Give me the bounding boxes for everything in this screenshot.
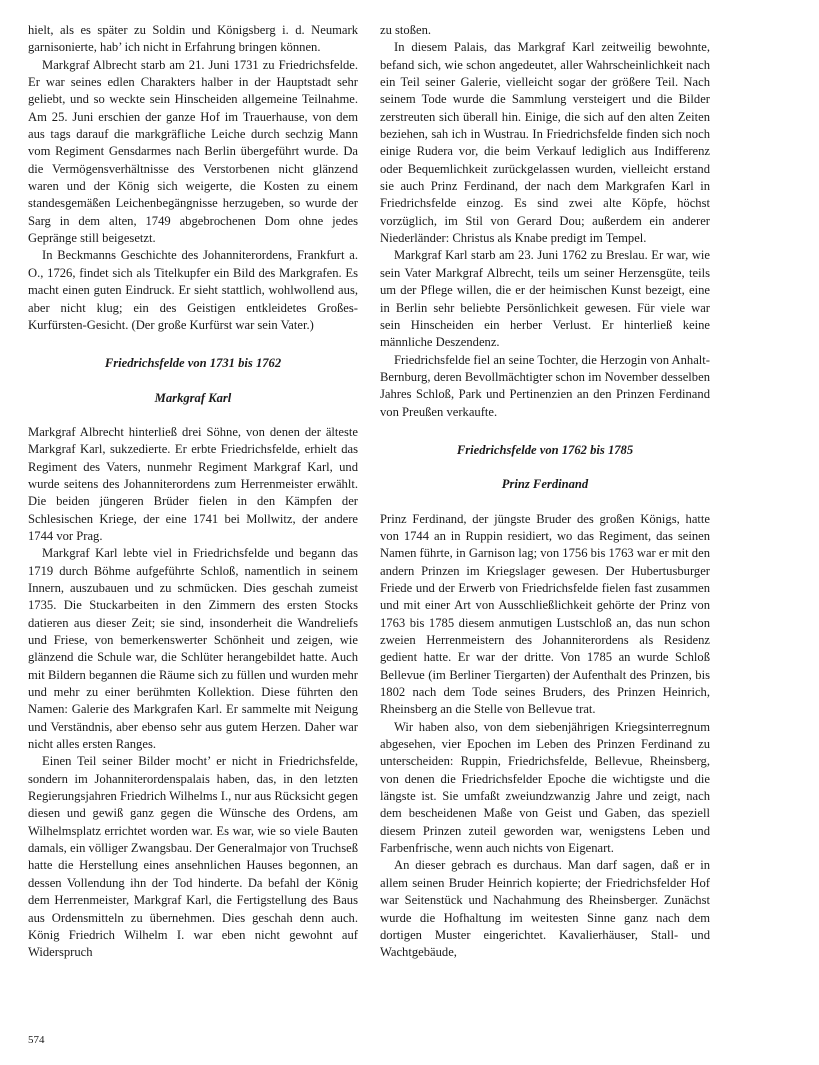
subsection-heading: Markgraf Karl [154, 390, 232, 405]
paragraph: An dieser gebrach es durchaus. Man darf sagen, daß er in allem seinen Bruder Heinrich kopierte; der Friedrichsfelder Hof war Seitenstück und Nachahmung des Rheinsberger. Zunächst wurde die Hofhaltung im weitesten Sinne ganz nach dem dortigen Muster eingerichtet. Kavalierhäuser, Stall- und Wachtgebäude, [380, 858, 710, 960]
paragraph: In Beckmanns Geschichte des Johanniterordens, Frankfurt a. O., 1726, findet sich als Titelkupfer ein Bild des Markgrafen. Es macht einen guten Eindruck. Er sieht stattlich, wohlwollend aus, aber nicht klug; ein des Geistigen entkleidetes Großes-Kurfürsten-Gesicht. (Der große Kurfürst war sein Vater.) [28, 248, 358, 332]
paragraph: Prinz Ferdinand, der jüngste Bruder des großen Königs, hatte von 1744 an in Ruppin residiert, wo das Regiment, das seinen Namen führte, in Garnison lag; von 1756 bis 1763 war er mit den andern Prinzen im Kriegslager gewesen. Der Hubertusburger Friede und der Erwerb von Friedrichsfelde fielen fast zusammen und mit einer Art von Ausschließlichkeit gehörte der Prinz von 1763 bis 1785 diesem anmutigen Lustschloß an, das nun schon zweien Herrenmeistern des Johanniterordens als Residenz gedient hatte. Er war der dritte. Von 1785 an wurde Schloß Bellevue (im Berliner Tiergarten) der Aufenthalt des Prinzen, bis 1802 nach dem Tode seines Bruders, des Prinzen Heinrich, Rheinsberg an die Stelle von Bellevue trat. [380, 511, 710, 717]
paragraph: Markgraf Albrecht starb am 21. Juni 1731 zu Friedrichsfelde. Er war seines edlen Charakters halber in der Hauptstadt sehr geliebt, und so weckte sein Hinscheiden allgemeine Teilnahme. Am 25. Juni erschien der ganze Hof im Trauerhause, von dem aus tags darauf die markgräfliche Leiche durch sechzig Mann vom Regiment Gensdarmes nach Berlin übergeführt wurde. Da die Vermögensverhältnisse des Verstorbenen nicht glänzend waren und der König sich weigerte, die Kosten zu einem standesgemäßen Leichenbegängnisse herzugeben, so wurde der Sarg in dem alten, 1749 abgebrochenen Dom ohne jedes Gepränge still beigesetzt. [28, 57, 358, 246]
section-heading: Friedrichsfelde von 1731 bis 1762 [104, 356, 282, 371]
page-number: 574 [28, 1034, 45, 1046]
subsection-heading: Prinz Ferdinand [501, 477, 589, 492]
paragraph: Markgraf Karl lebte viel in Friedrichsfelde und begann das 1719 durch Böhme aufgeführte Schloß, namentlich in seinem Innern, auszubauen und zu schmücken. Dies geschah zumeist 1735. Die Stuckarbeiten in den Zimmern des ersten Stocks datieren aus dieser Zeit; sie sind, insonderheit die Wandreliefs und Friese, von bemerkenswerter Schönheit und zeigen, wie glänzend die Schule war, die Schlüter herangebildet hatte. Auch mit Bildern begannen die Räume sich zu füllen und wurden mehr und mehr zu einer berühmten Kollektion. Diese führten den Namen: Galerie des Markgrafen Karl. Er sammelte mit Neigung und Verständnis, aber ebenso sehr aus gutem Herzen. Daher war nicht alles ersten Ranges. [28, 546, 358, 752]
right-column [380, 22, 710, 962]
paragraph: hielt, als es später zu Soldin und Königsberg i. d. Neumark garnisonierte, hab’ ich nicht in Erfahrung bringen können. [28, 23, 358, 55]
section-heading: Friedrichsfelde von 1762 bis 1785 [456, 442, 634, 457]
left-column [28, 22, 358, 962]
paragraph: In diesem Palais, das Markgraf Karl zeitweilig bewohnte, befand sich, wie schon angedeutet, aller Wahrscheinlichkeit nach ein Teil seiner Galerie, vielleicht sogar der größere Teil. Nach seinem Tode wurde die Sammlung versteigert und die Bilder zerstreuten sich überall hin. Einige, die sich auf den alten Zeiten beziehen, sah ich in Wustrau. In Friedrichsfelde finden sich noch einige Rudera vor, die beim Verkauf lediglich aus Indifferenz oder Bequemlichkeit zurückgelassen wurden, vielleicht erstand sie auch Prinz Ferdinand, der nach dem Markgrafen Karl in Friedrichsfelde einzog. Es sind zwei alte Köpfe, höchst vorzüglich, im Stil von Gerard Dou; außerdem ein anderer Niederländer: Christus als Knabe predigt im Tempel. [380, 40, 710, 246]
paragraph: zu stoßen. [380, 23, 432, 37]
paragraph: Einen Teil seiner Bilder mocht’ er nicht in Friedrichsfelde, sondern im Johanniterordenspalais haben, das, in den letzten Regierungsjahren Friedrich Wilhelms I., nur aus Rücksicht gegen diesen und gewiß ganz gegen die Wünsche des Ordens, am Wilhelmsplatz errichtet worden war. Es war, wie so viele Bauten damals, ein völliger Zwangsbau. Der Generalmajor von Truchseß hatte die Herstellung eines ansehnlichen Hauses begonnen, an dessen Vollendung ihn der Tod hinderte. Da befahl der König dem Herrenmeister, Markgraf Karl, die Fertigstellung des Baus aus Ordensmitteln zu übernehmen. Dies geschah denn auch. König Friedrich Wilhelm I. war eben nicht gewohnt auf Widerspruch [28, 754, 358, 960]
paragraph: Markgraf Karl starb am 23. Juni 1762 zu Breslau. Er war, wie sein Vater Markgraf Albrecht, teils um seiner Herzensgüte, teils um der Pflege willen, die er der heimischen Kunst bezeigt, eine in Berlin sehr beliebte Persönlichkeit gewesen. Für viele war sein Hinscheiden ein herber Verlust. Er hinterließ keine männliche Deszendenz. [380, 248, 710, 350]
paragraph: Wir haben also, von dem siebenjährigen Kriegsinterregnum abgesehen, vier Epochen im Leben des Prinzen Ferdinand zu unterscheiden: Ruppin, Friedrichsfelde, Bellevue, Rheinsberg, von denen die Friedrichsfelder Epoche die wichtigste und die längste ist. Sie umfaßt zweiundzwanzig Jahre und zeigt, nach dem bescheidenen Maße von Geist und Gaben, das speziell diesem Prinzen zuteil geworden war, wenigstens Leben und Farbenfrische, wenn auch nichts von Eigenart. [380, 719, 710, 856]
paragraph: Friedrichsfelde fiel an seine Tochter, die Herzogin von Anhalt-Bernburg, deren Bevollmächtigter schon im November desselben Jahres Schloß, Park und Pertinenzien an den Prinzen Ferdinand von Preußen verkaufte. [380, 352, 710, 419]
paragraph: Markgraf Albrecht hinterließ drei Söhne, von denen der älteste Markgraf Karl, sukzedierte. Er erbte Friedrichsfelde, erhielt das Regiment des Vaters, nunmehr Regiment Markgraf Karl, und wurde seitens des Johanniterordens zum Herrenmeister erwählt. Die beiden jüngeren Brüder fielen in den Kämpfen der Schlesischen Kriege, der eine 1741 bei Mollwitz, der andere 1744 vor Prag. [28, 424, 358, 543]
